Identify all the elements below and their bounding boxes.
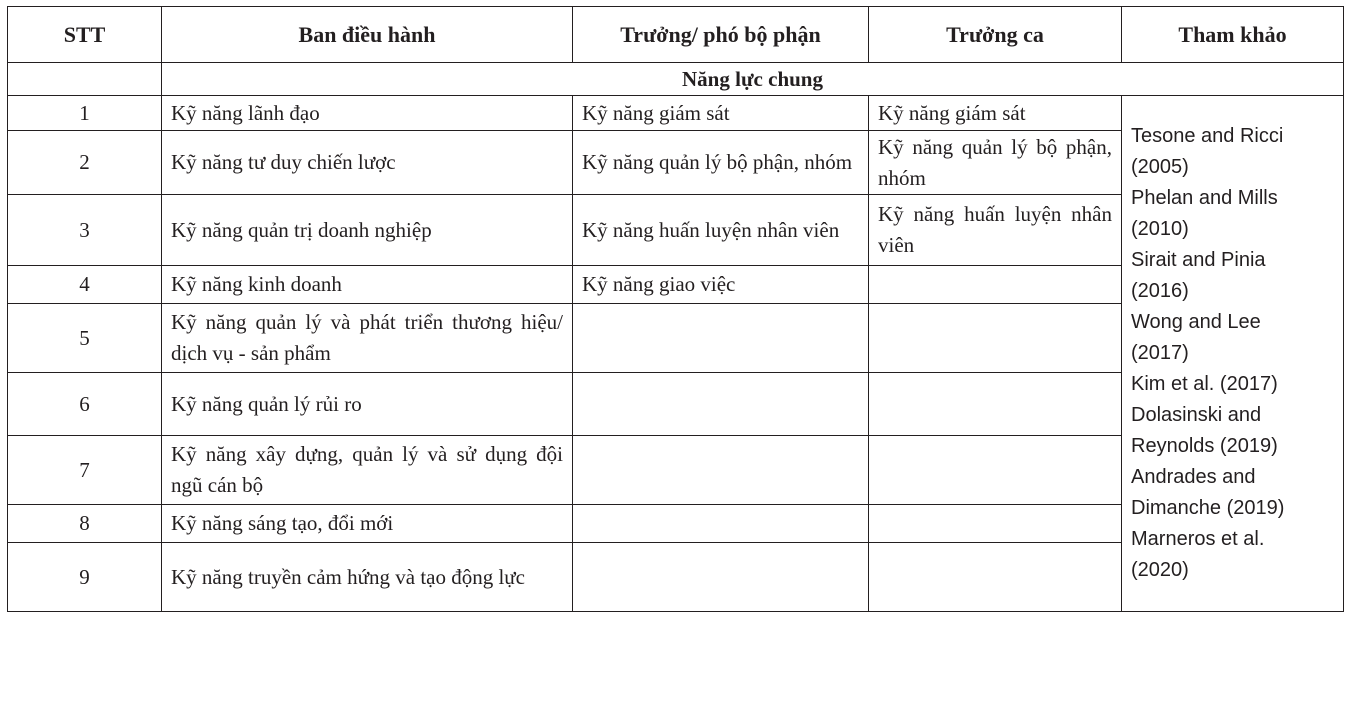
- row-stt: 3: [8, 195, 162, 266]
- row-stt: 7: [8, 436, 162, 505]
- reference-line: (2016): [1131, 280, 1189, 302]
- row-truong-pho-bo-phan: Kỹ năng giám sát: [573, 96, 869, 131]
- row-stt: 1: [8, 96, 162, 131]
- reference-line: Sirait and Pinia: [1131, 249, 1266, 271]
- reference-line: Kim et al. (2017): [1131, 373, 1278, 395]
- row-truong-ca: [869, 373, 1122, 436]
- row-truong-ca: [869, 266, 1122, 304]
- row-ban-dieu-hanh: Kỹ năng tư duy chiến lược: [162, 131, 573, 195]
- reference-line: Wong and Lee: [1131, 311, 1261, 333]
- row-truong-pho-bo-phan: [573, 543, 869, 612]
- reference-line: Marneros et al.: [1131, 528, 1265, 550]
- header-truong-pho-bo-phan: Trưởng/ phó bộ phận: [573, 7, 869, 63]
- reference-line: (2005): [1131, 156, 1189, 178]
- header-row: [8, 7, 1344, 63]
- row-ban-dieu-hanh: Kỹ năng quản lý rủi ro: [162, 373, 573, 436]
- header-ban-dieu-hanh: Ban điều hành: [162, 7, 573, 63]
- header-truong-ca: Trưởng ca: [869, 7, 1122, 63]
- reference-line: (2017): [1131, 342, 1189, 364]
- row-ban-dieu-hanh: Kỹ năng kinh doanh: [162, 266, 573, 304]
- row-ban-dieu-hanh: Kỹ năng truyền cảm hứng và tạo động lực: [162, 543, 573, 612]
- row-truong-pho-bo-phan: Kỹ năng quản lý bộ phận, nhóm: [573, 131, 869, 195]
- row-truong-pho-bo-phan: [573, 373, 869, 436]
- references-cell: [1122, 96, 1344, 612]
- reference-line: Tesone and Ricci: [1131, 125, 1284, 147]
- section-row: [8, 63, 1344, 96]
- header-tham-khao: Tham khảo: [1122, 7, 1344, 63]
- table-row: [8, 96, 1344, 131]
- competency-table: [7, 6, 1344, 612]
- row-truong-pho-bo-phan: [573, 304, 869, 373]
- row-truong-pho-bo-phan: [573, 436, 869, 505]
- row-truong-ca: [869, 304, 1122, 373]
- row-stt: 9: [8, 543, 162, 612]
- section-empty-cell: [8, 63, 162, 96]
- row-ban-dieu-hanh: Kỹ năng sáng tạo, đổi mới: [162, 505, 573, 543]
- section-title: Năng lực chung: [162, 63, 1344, 96]
- row-truong-pho-bo-phan: Kỹ năng giao việc: [573, 266, 869, 304]
- row-ban-dieu-hanh: Kỹ năng quản trị doanh nghiệp: [162, 195, 573, 266]
- row-stt: 2: [8, 131, 162, 195]
- row-stt: 8: [8, 505, 162, 543]
- header-stt: STT: [8, 7, 162, 63]
- reference-line: (2020): [1131, 559, 1189, 581]
- reference-line: Phelan and Mills: [1131, 187, 1278, 209]
- reference-line: Andrades and: [1131, 466, 1256, 488]
- reference-line: (2010): [1131, 218, 1189, 240]
- row-stt: 6: [8, 373, 162, 436]
- row-truong-ca: [869, 543, 1122, 612]
- row-truong-pho-bo-phan: Kỹ năng huấn luyện nhân viên: [573, 195, 869, 266]
- row-truong-pho-bo-phan: [573, 505, 869, 543]
- reference-line: Dolasinski and: [1131, 404, 1262, 426]
- row-truong-ca: [869, 436, 1122, 505]
- row-ban-dieu-hanh: Kỹ năng lãnh đạo: [162, 96, 573, 131]
- row-ban-dieu-hanh: Kỹ năng xây dựng, quản lý và sử dụng đội ngũ cán bộ: [162, 436, 573, 505]
- row-ban-dieu-hanh: Kỹ năng quản lý và phát triển thương hiệu/ dịch vụ - sản phẩm: [162, 304, 573, 373]
- row-stt: 4: [8, 266, 162, 304]
- reference-line: Reynolds (2019): [1131, 435, 1278, 457]
- row-truong-ca: Kỹ năng giám sát: [869, 96, 1122, 131]
- row-truong-ca: Kỹ năng quản lý bộ phận, nhóm: [869, 131, 1122, 195]
- row-truong-ca: [869, 505, 1122, 543]
- reference-line: Dimanche (2019): [1131, 497, 1285, 519]
- row-truong-ca: Kỹ năng huấn luyện nhân viên: [869, 195, 1122, 266]
- row-stt: 5: [8, 304, 162, 373]
